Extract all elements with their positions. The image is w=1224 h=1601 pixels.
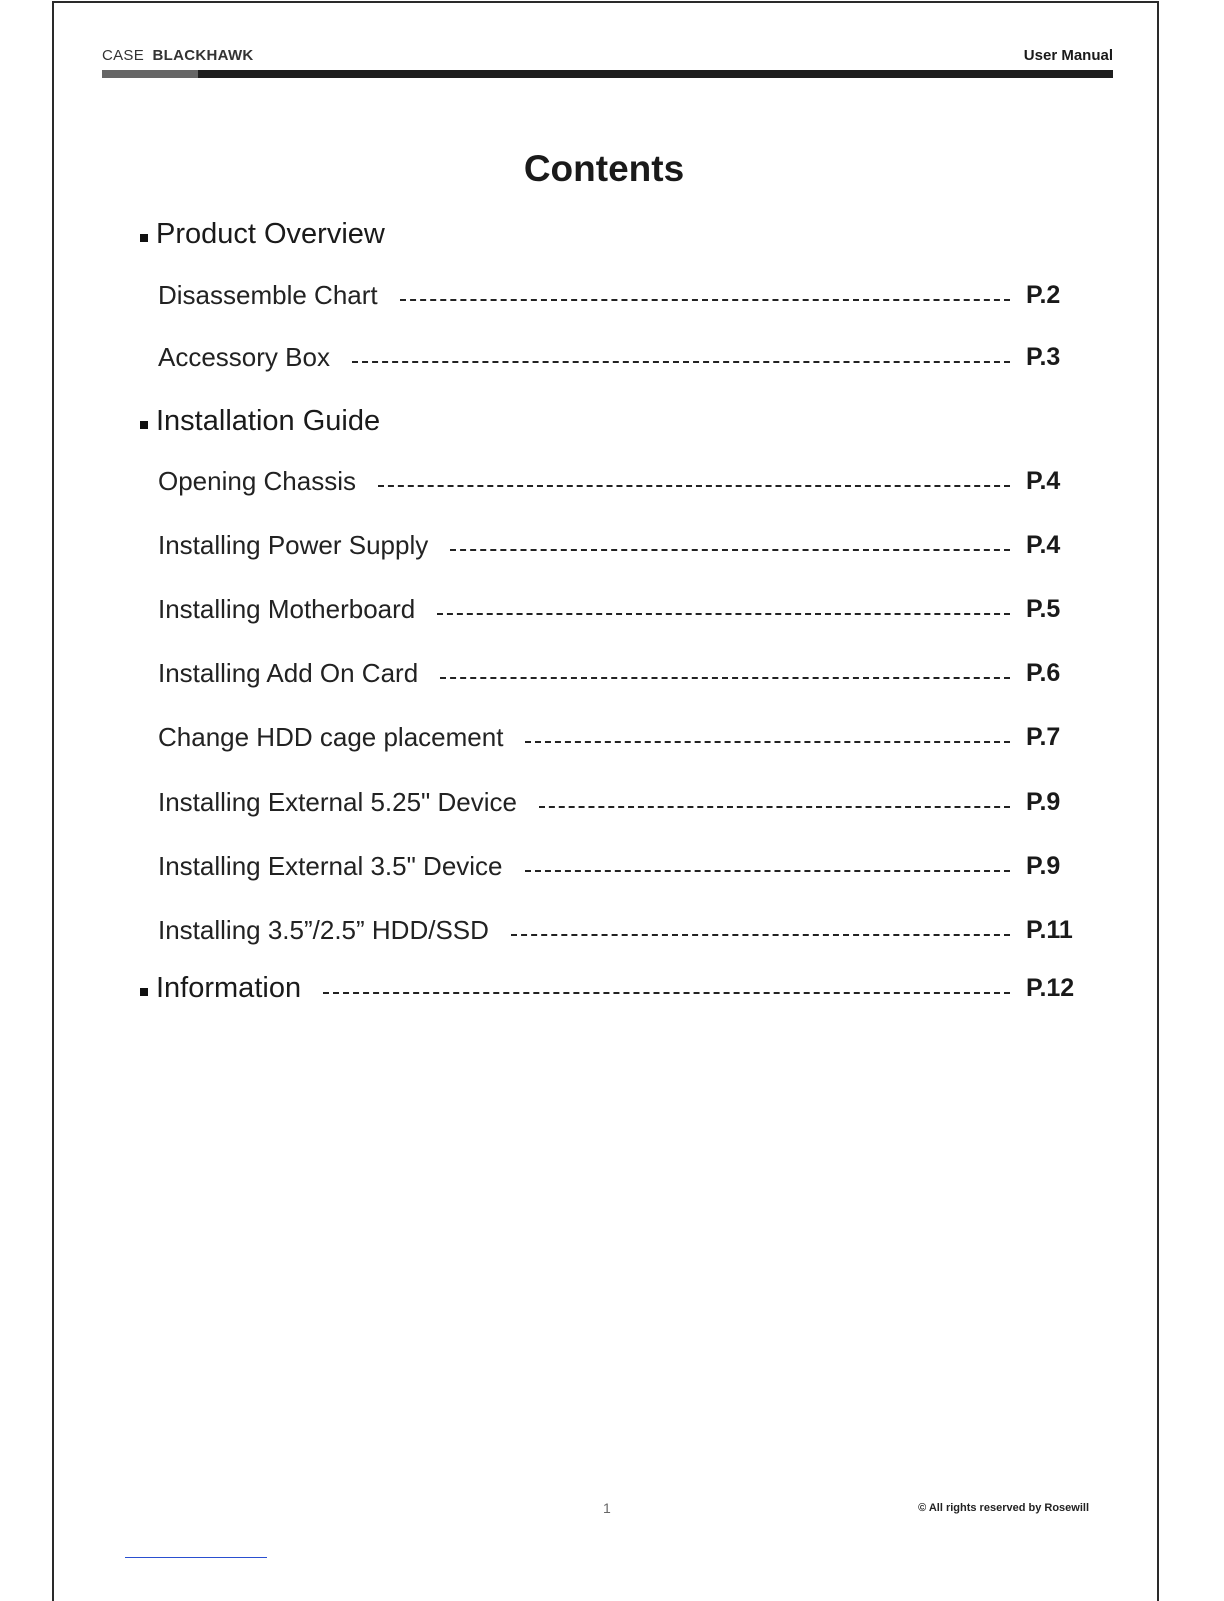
section-information[interactable]: [140, 972, 1088, 1005]
toc-entry-installing-power-supply[interactable]: [158, 530, 1088, 561]
header-case-label: CASE: [102, 47, 145, 64]
page-title: Contents: [523, 148, 685, 189]
toc-entry-label: Installing External 5.25" Device: [158, 787, 517, 817]
toc-entry-page: P.4: [1026, 467, 1061, 495]
dot-leader: [525, 870, 1010, 872]
square-bullet-icon: [140, 421, 148, 429]
toc-entry-page: P.6: [1026, 659, 1061, 687]
square-bullet-icon: [140, 234, 148, 242]
dot-leader: [539, 806, 1010, 808]
toc-entry-page: P.9: [1026, 852, 1061, 880]
header-rule: [102, 70, 1113, 78]
toc-entry-page: P.4: [1026, 531, 1061, 559]
dot-leader: [378, 485, 1010, 487]
toc-entry-page: P.5: [1026, 595, 1061, 623]
toc-entry-installing-hdd-ssd[interactable]: [158, 915, 1088, 946]
toc-entry-change-hdd-cage[interactable]: [158, 722, 1088, 753]
header-product: [102, 47, 254, 64]
dot-leader: [440, 677, 1010, 679]
dot-leader: [352, 361, 1010, 363]
section-title: Installation Guide: [156, 405, 381, 437]
toc-entry-page: P.9: [1026, 788, 1061, 816]
toc-entry-installing-motherboard[interactable]: [158, 594, 1088, 625]
page-number: 1: [603, 1500, 611, 1516]
section-product-overview: [140, 218, 385, 251]
toc-entry-label: Installing External 3.5" Device: [158, 851, 503, 881]
toc-entry-label: Installing Add On Card: [158, 658, 419, 688]
toc-entry-installing-external-525[interactable]: [158, 787, 1088, 818]
dot-leader: [323, 992, 1010, 994]
dot-leader: [525, 741, 1010, 743]
toc-entry-label: Opening Chassis: [158, 466, 356, 496]
header-manual-label: User Manual: [1023, 47, 1113, 64]
dot-leader: [511, 934, 1010, 936]
copyright-notice: © All rights reserved by Rosewill: [918, 1502, 1089, 1514]
section-title: Information: [156, 972, 302, 1004]
toc-entry-page: P.3: [1026, 343, 1061, 371]
toc-entry-page: P.12: [1026, 974, 1075, 1002]
dot-leader: [400, 299, 1010, 301]
toc-entry-installing-add-on-card[interactable]: [158, 658, 1088, 689]
footer-link-underline[interactable]: [125, 1557, 267, 1558]
toc-entry-disassemble-chart[interactable]: [158, 280, 1088, 311]
dot-leader: [450, 549, 1010, 551]
toc-entry-opening-chassis[interactable]: [158, 466, 1088, 497]
toc-entry-label: Change HDD cage placement: [158, 722, 504, 752]
toc-entry-page: P.2: [1026, 281, 1061, 309]
toc-entry-label: Accessory Box: [158, 342, 330, 372]
header-brand: BLACKHAWK: [152, 47, 254, 64]
toc-entry-page: P.7: [1026, 723, 1061, 751]
toc-entry-label: Installing Power Supply: [158, 530, 429, 560]
toc-entry-label: Installing Motherboard: [158, 594, 416, 624]
toc-entry-page: P.11: [1026, 916, 1073, 944]
header-rule-accent: [102, 70, 198, 78]
toc-entry-installing-external-35[interactable]: [158, 851, 1088, 882]
section-title: Product Overview: [156, 218, 385, 250]
section-installation-guide: [140, 405, 380, 438]
dot-leader: [437, 613, 1010, 615]
toc-entry-label: Disassemble Chart: [158, 280, 378, 310]
toc-entry-label: Installing 3.5”/2.5” HDD/SSD: [158, 915, 489, 945]
square-bullet-icon: [140, 988, 148, 996]
toc-entry-accessory-box[interactable]: [158, 342, 1088, 373]
